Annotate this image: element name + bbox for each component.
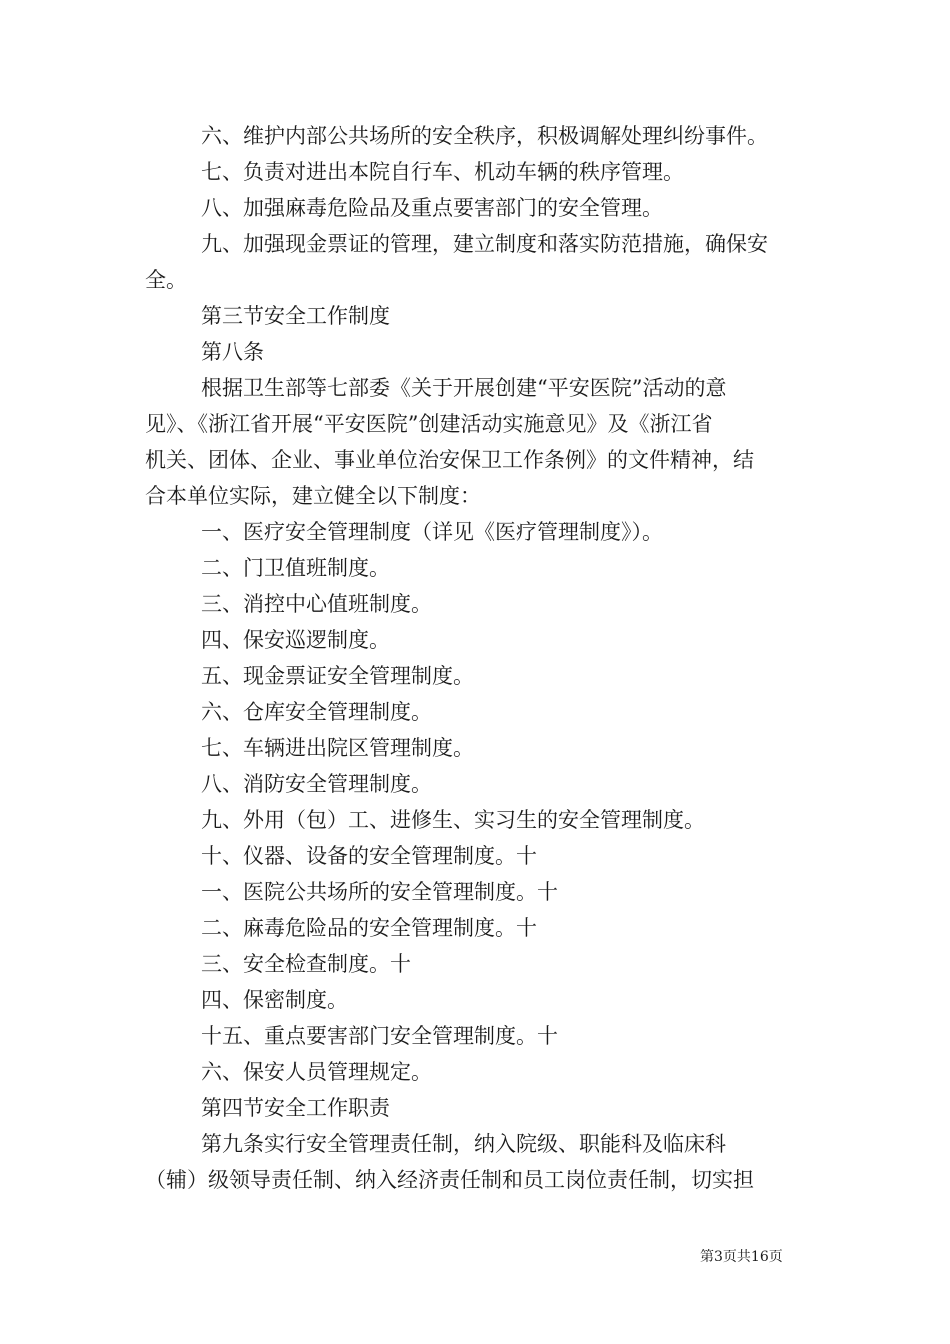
paragraph-line: 机关、团体、企业、事业单位治安保卫工作条例》的文件精神，结 — [145, 448, 754, 472]
list-item: 一、医院公共场所的安全管理制度。十 — [201, 880, 558, 904]
list-item: 三、消控中心值班制度。 — [201, 592, 432, 616]
list-item: 七、车辆进出院区管理制度。 — [201, 736, 474, 760]
paragraph-line: 见》、《浙江省开展“平安医院”创建活动实施意见》及《浙江省 — [145, 412, 713, 436]
document-body — [145, 118, 809, 1198]
list-item: 二、门卫值班制度。 — [201, 556, 390, 580]
paragraph-line: 合本单位实际，建立健全以下制度： — [145, 484, 481, 508]
list-item: 八、消防安全管理制度。 — [201, 772, 432, 796]
section-heading: 第四节安全工作职责 — [201, 1096, 390, 1120]
list-item: 十、仪器、设备的安全管理制度。十 — [201, 844, 537, 868]
section-heading: 第三节安全工作制度 — [201, 304, 390, 328]
paragraph-line: 第九条实行安全管理责任制，纳入院级、职能科及临床科 — [201, 1132, 726, 1156]
list-item: 四、保安巡逻制度。 — [201, 628, 390, 652]
list-item: 四、保密制度。 — [201, 988, 348, 1012]
paragraph-line: 全。 — [145, 268, 187, 292]
list-item: 一、医疗安全管理制度（详见《医疗管理制度》）。 — [201, 520, 663, 544]
paragraph-line: 六、维护内部公共场所的安全秩序，积极调解处理纠纷事件。 — [201, 124, 768, 148]
paragraph-line: 九、加强现金票证的管理，建立制度和落实防范措施，确保安 — [201, 232, 768, 256]
list-item: 六、仓库安全管理制度。 — [201, 700, 432, 724]
list-item: 十五、重点要害部门安全管理制度。十 — [201, 1024, 558, 1048]
list-item: 五、现金票证安全管理制度。 — [201, 664, 474, 688]
paragraph-line: 根据卫生部等七部委《关于开展创建“平安医院”活动的意 — [201, 376, 727, 400]
paragraph-line: （辅）级领导责任制、纳入经济责任制和员工岗位责任制，切实担 — [145, 1168, 754, 1192]
paragraph-line: 七、负责对进出本院自行车、机动车辆的秩序管理。 — [201, 160, 684, 184]
page-number: 第3页共16页 — [700, 1249, 783, 1265]
list-item: 二、麻毒危险品的安全管理制度。十 — [201, 916, 537, 940]
list-item: 三、安全检查制度。十 — [201, 952, 411, 976]
article-heading: 第八条 — [201, 340, 264, 364]
paragraph-line: 八、加强麻毒危险品及重点要害部门的安全管理。 — [201, 196, 663, 220]
list-item: 九、外用（包）工、进修生、实习生的安全管理制度。 — [201, 808, 705, 832]
list-item: 六、保安人员管理规定。 — [201, 1060, 432, 1084]
